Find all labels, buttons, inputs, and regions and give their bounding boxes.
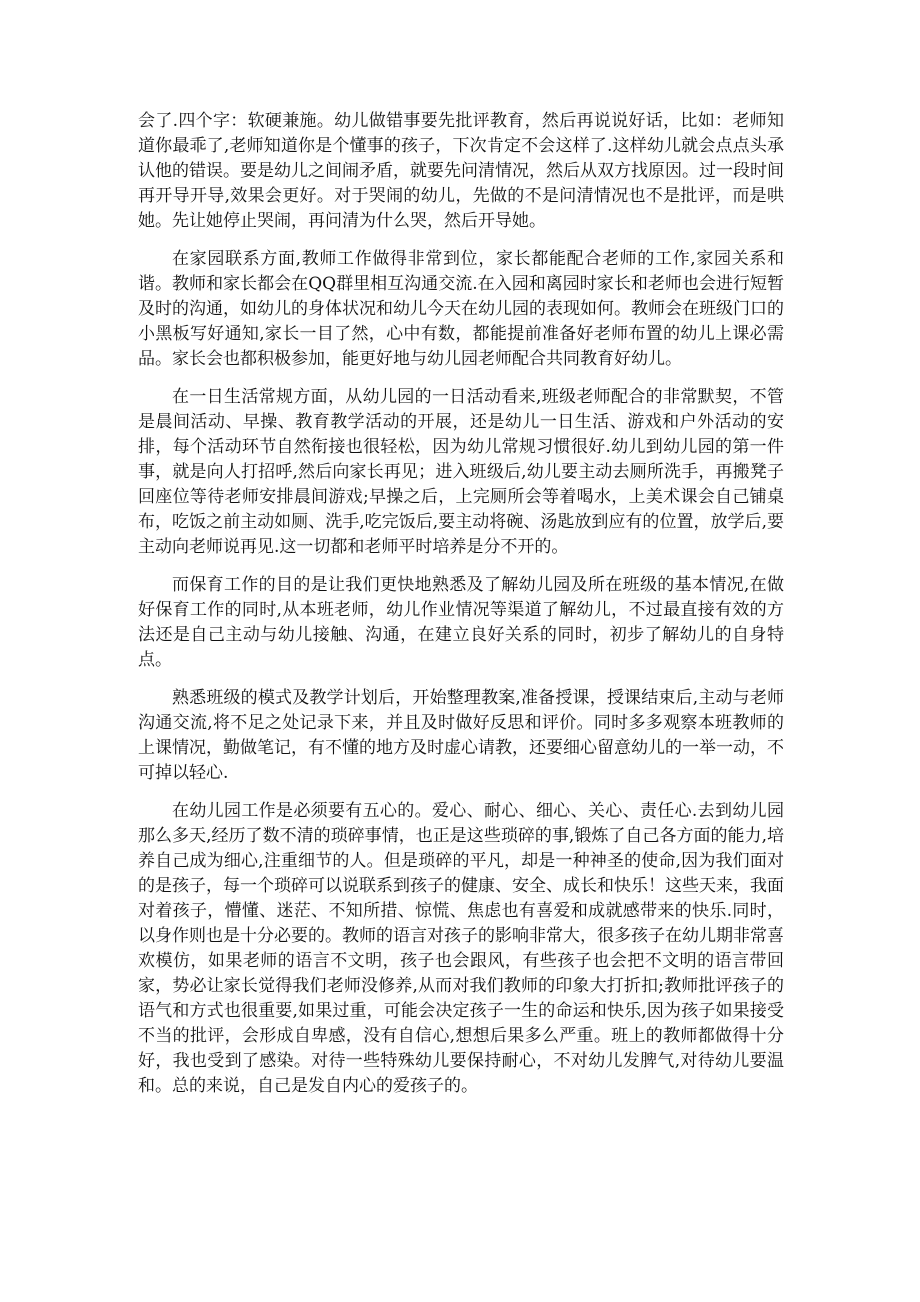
document-body — [138, 109, 784, 1112]
paragraph-1: 会了.四个字：软硬兼施。幼儿做错事要先批评教育，然后再说说好话，比如：老师知道你最乖了,老师知道你是个懂事的孩子，下次肯定不会这样了.这样幼儿就会点点头承认他的错误。要是幼儿之间闹矛盾，就要先问清情况，然后从双方找原因。过一段时间再开导开导,效果会更好。对于哭闹的幼儿，先做的不是问清情况也不是批评，而是哄她。先让她停止哭闹，再问清为什么哭，然后开导她。 — [138, 111, 784, 231]
paragraph-2: 在家园联系方面,教师工作做得非常到位，家长都能配合老师的工作,家园关系和谐。教师和家长都会在QQ群里相互沟通交流.在入园和离园时家长和老师也会进行短暂及时的沟通，如幼儿的身体状况和幼儿今天在幼儿园的表现如何。教师会在班级门口的小黑板写好通知,家长一目了然，心中有数，都能提前准备好老师布置的幼儿上课必需品。家长会也都积极参加，能更好地与幼儿园老师配合共同教育好幼儿。 — [138, 249, 784, 369]
paragraph-6: 在幼儿园工作是必须要有五心的。爱心、耐心、细心、关心、责任心.去到幼儿园那么多天,经历了数不清的琐碎事情，也正是这些琐碎的事,锻炼了自己各方面的能力,培养自己成为细心,注重细节的人。但是琐碎的平凡，却是一种神圣的使命,因为我们面对的是孩子，每一个琐碎可以说联系到孩子的健康、安全、成长和快乐！这些天来，我面对着孩子，懵懂、迷茫、不知所措、惊慌、焦虑也有喜爱和成就感带来的快乐.同时，以身作则也是十分必要的。教师的语言对孩子的影响非常大，很多孩子在幼儿期非常喜欢模仿，如果老师的语言不文明，孩子也会跟风，有些孩子也会把不文明的语言带回家，势必让家长觉得我们老师没修养,从而对我们教师的印象大打折扣;教师批评孩子的语气和方式也很重要,如果过重，可能会决定孩子一生的命运和快乐,因为孩子如果接受不当的批评，会形成自卑感，没有自信心,想想后果多么严重。班上的教师都做得十分好，我也受到了感染。对待一些特殊幼儿要保持耐心，不对幼儿发脾气,对待幼儿要温和。总的来说，自己是发自内心的爱孩子的。 — [138, 801, 784, 1096]
paragraph-5: 熟悉班级的模式及教学计划后，开始整理教案,准备授课，授课结束后,主动与老师沟通交流,将不足之处记录下来，并且及时做好反思和评价。同时多多观察本班教师的上课情况，勤做笔记，有不懂的地方及时虚心请教，还要细心留意幼儿的一举一动，不可掉以轻心. — [138, 688, 784, 783]
paragraph-3: 在一日生活常规方面，从幼儿园的一日活动看来,班级老师配合的非常默契，不管是晨间活动、早操、教育教学活动的开展，还是幼儿一日生活、游戏和户外活动的安排，每个活动环节自然衔接也很轻松，因为幼儿常规习惯很好.幼儿到幼儿园的第一件事，就是向人打招呼,然后向家长再见；进入班级后,幼儿要主动去厕所洗手，再搬凳子回座位等待老师安排晨间游戏;早操之后，上完厕所会等着喝水，上美术课会自己铺桌布，吃饭之前主动如厕、洗手,吃完饭后,要主动将碗、汤匙放到应有的位置，放学后,要主动向老师说再见.这一切都和老师平时培养是分不开的。 — [138, 387, 784, 557]
paragraph-4: 而保育工作的目的是让我们更快地熟悉及了解幼儿园及所在班级的基本情况,在做好保育工作的同时,从本班老师，幼儿作业情况等渠道了解幼儿，不过最直接有效的方法还是自己主动与幼儿接触、沟通，在建立良好关系的同时，初步了解幼儿的自身特点。 — [138, 575, 784, 670]
